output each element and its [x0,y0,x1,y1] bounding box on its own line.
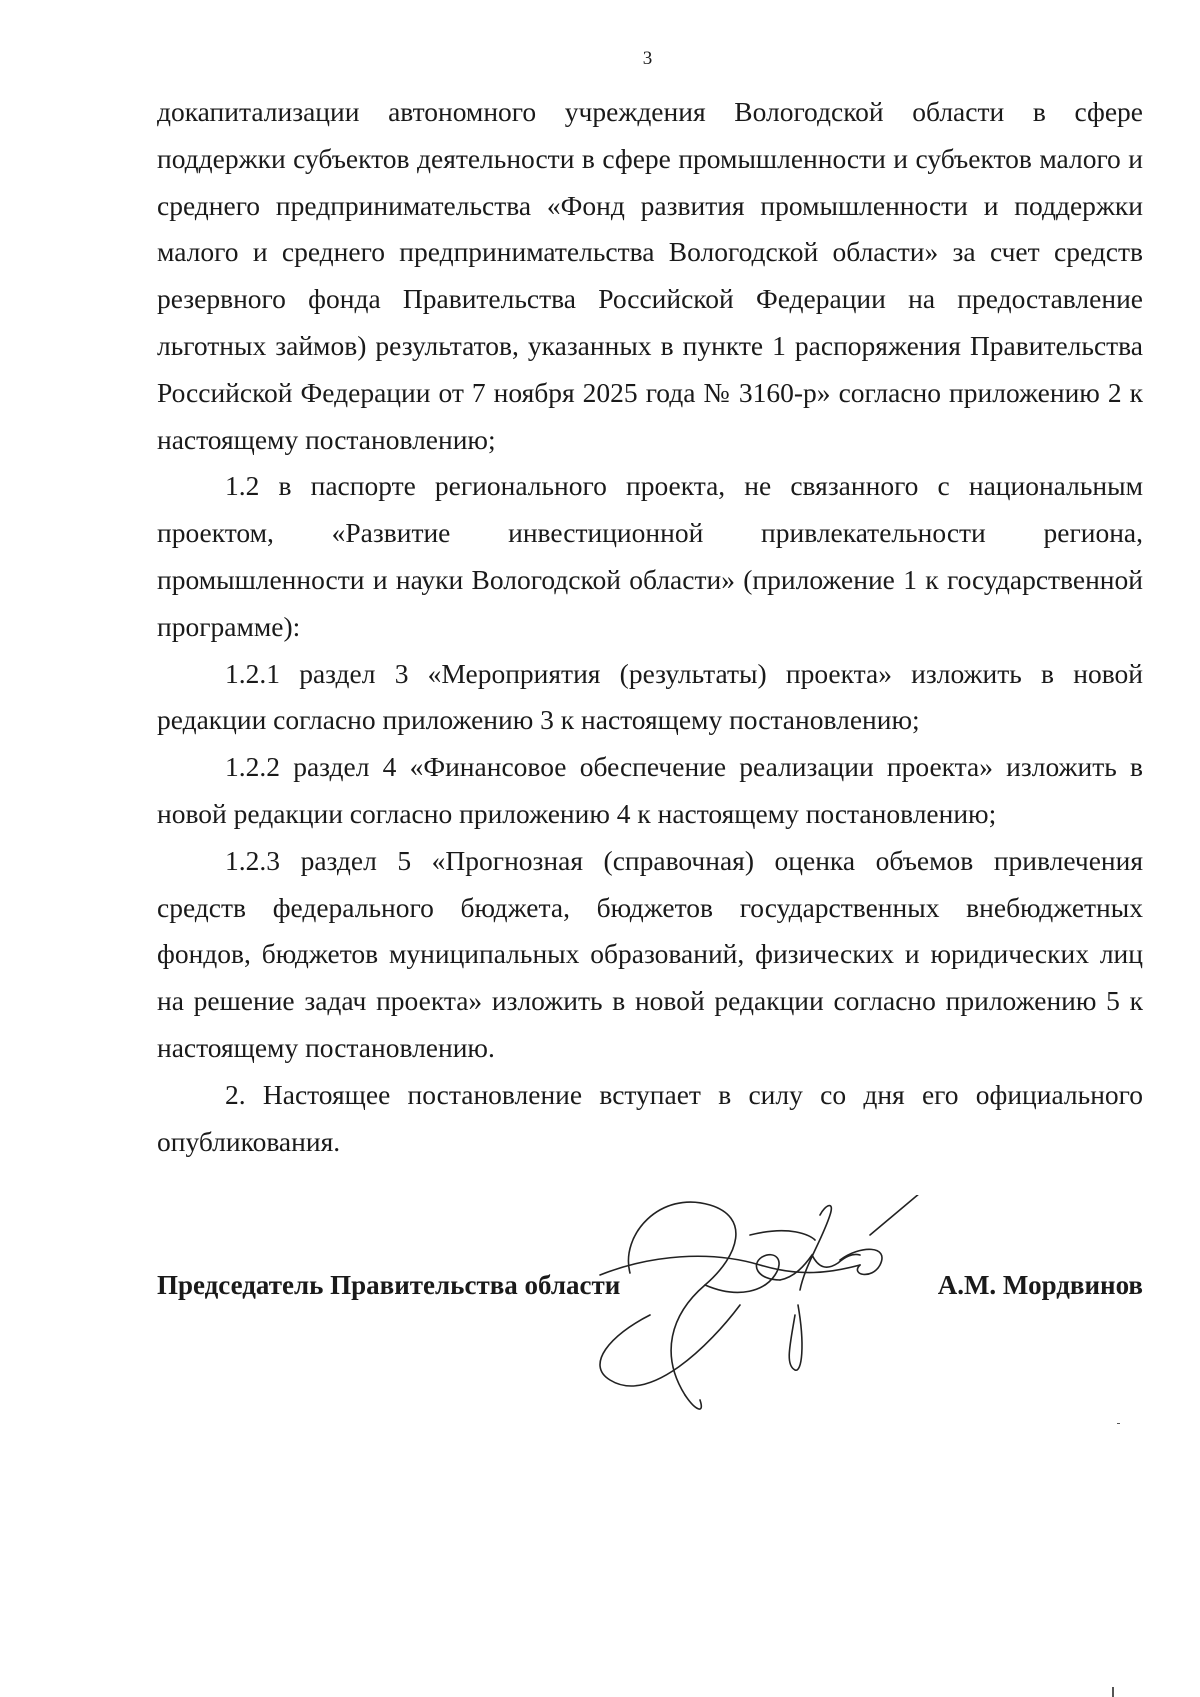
paragraph-continuation: докапитализации автономного учреждения Вологодской области в сфере поддержки субъектов деятельности в сфере промышленности и субъектов малого и среднего предпринимательства «Фонд развития промышленности и поддержки малого и среднего предпринимательства Вологодской области» за счет средств резервного фонда Правительства Российской Федерации на предоставление льготных займов) результатов, указанных в пункте 1 распоряжения Правительства Российской Федерации от 7 ноября 2025 года № 3160-р» согласно приложению 2 к настоящему постановлению; [157,96,1143,455]
paragraph-1-2-2: 1.2.2 раздел 4 «Финансовое обеспечение реализации проекта» изложить в новой редакции согласно приложению 4 к настоящему постановлению; [157,751,1143,829]
document-body [157,89,1143,1165]
paragraph-2: 2. Настоящее постановление вступает в силу со дня его официального опубликования. [157,1078,1143,1157]
page-number: 3 [642,48,653,69]
signatory-name: А.М. Мордвинов [937,1270,1143,1300]
scan-mark [1112,1687,1114,1697]
paragraph-1-2-3: 1.2.3 раздел 5 «Прогнозная (справочная) оценка объемов привлечения средств федерального бюджета, бюджетов государственных внебюджетных фондов, бюджетов муниципальных образований, физических и юридических лиц на решение задач проекта» изложить в новой редакции согласно приложению 5 к настоящему постановлению. [157,844,1143,1063]
scan-dot [1117,1423,1120,1424]
paragraph-1-2-1: 1.2.1 раздел 3 «Мероприятия (результаты) проекта» изложить в новой редакции согласно приложению 3 к настоящему постановлению; [157,657,1143,736]
paragraph-1-2: 1.2 в паспорте регионального проекта, не связанного с национальным проектом, «Развитие инвестиционной привлекательности региона, промышленности и науки Вологодской области» (приложение 1 к государственной программе): [157,470,1143,642]
handwritten-signature [590,1195,950,1425]
signatory-title: Председатель Правительства области [157,1270,621,1300]
